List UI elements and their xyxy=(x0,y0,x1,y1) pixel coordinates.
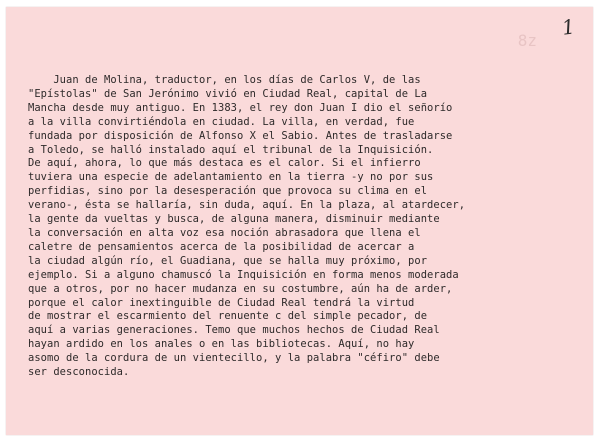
text-line: tuviera una especie de adelantamiento en la tierra -y no por sus xyxy=(28,171,434,184)
text-line: hayan ardido en los anales o en las bibliotecas. Aquí, no hay xyxy=(28,338,415,351)
text-line: "Epístolas" de San Jerónimo vivió en Ciudad Real, capital de La xyxy=(28,87,428,100)
text-line: Mancha desde muy antiguo. En 1383, el rey don Juan I dio el señorío xyxy=(28,101,453,114)
text-line: la conversación en alta voz esa noción abrasadora que llena el xyxy=(28,226,421,239)
text-line: verano-, ésta se hallaría, sin duda, aquí. En la plaza, al atardecer, xyxy=(28,199,466,212)
typed-sheet xyxy=(6,7,593,435)
page-number: 1 xyxy=(560,14,577,40)
text-line: ser desconocida. xyxy=(28,366,130,379)
text-line: ejemplo. Si a alguno chamuscó la Inquisición en forma menos moderada xyxy=(28,268,459,281)
typed-paragraph xyxy=(28,74,548,380)
text-line: asomo de la cordura de un vientecillo, y la palabra "céfiro" debe xyxy=(28,352,440,365)
faint-pencil-annotation: 8z xyxy=(517,31,537,50)
text-line: caletre de pensamientos acerca de la posibilidad de acercar a xyxy=(28,240,415,253)
text-line: aquí a varias generaciones. Temo que muchos hechos de Ciudad Real xyxy=(28,324,440,337)
text-line: Juan de Molina, traductor, en los días de Carlos V, de las xyxy=(28,74,421,86)
text-line: perfidias, sino por la desesperación que provoca su clima en el xyxy=(28,185,428,198)
text-line: a la villa convirtiéndola en ciudad. La villa, en verdad, fue xyxy=(28,115,415,128)
text-line: fundada por disposición de Alfonso X el Sabio. Antes de trasladarse xyxy=(28,129,453,142)
text-line: de mostrar el escarmiento del renuente c del simple pecador, de xyxy=(28,310,428,323)
text-line: a Toledo, se halló instalado aquí el tribunal de la Inquisición. xyxy=(28,143,434,156)
text-line: que a otros, por no hacer mudanza en su costumbre, aún ha de arder, xyxy=(28,282,453,295)
text-line: la ciudad algún río, el Guadiana, que se halla muy próximo, por xyxy=(28,254,428,267)
text-line: la gente da vueltas y busca, de alguna manera, disminuir mediante xyxy=(28,213,440,226)
text-line: porque el calor inextinguible de Ciudad Real tendrá la virtud xyxy=(28,296,415,309)
text-line: De aquí, ahora, lo que más destaca es el calor. Si el infierro xyxy=(28,157,421,170)
